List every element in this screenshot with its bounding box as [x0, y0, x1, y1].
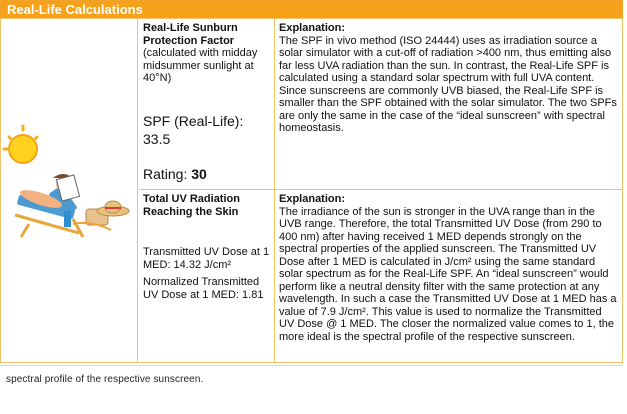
row1-label-title: Real-Life Sunburn Protection Factor — [143, 22, 238, 47]
real-life-spf-cell — [139, 19, 275, 190]
calculations-table — [0, 18, 623, 363]
total-uv-cell — [139, 190, 275, 362]
transmitted-uv-dose: Transmitted UV Dose at 1 MED: 14.32 J/cm² — [143, 246, 270, 271]
normalized-transmitted-uv-dose: Normalized Transmitted UV Dose at 1 MED: 1.81 — [143, 276, 264, 301]
row1-explanation-text: The SPF in vivo method (ISO 24444) uses as irradiation source a solar simulator with a cut-off of radiation >400 nm, thus emitting also far less UVA radiation than the sun. In contrast, the Real-Life SPF is calculated using a standard solar spectrum with full UVA content. Since sunscreens are commonly UVB biased, the Real-Life SPF is smaller than the SPF obtained with the solar simulator. The two SPFs are only the same in the case of the “ideal sunscreen” with spectral homeostasis. — [279, 34, 617, 134]
row2-explanation-text: The irradiance of the sun is stronger in the UVA range than in the UVB range. Therefore, the total Transmitted UV Dose (from 290 to 400 nm) after having received 1 MED depends strongly on the spectral properties of the applied sunscreen. The Transmitted UV Dose after 1 MED is calculated in J/cm² using the same standard solar spectrum as for the Real-Life SPF. An “ideal sunscreen” would perform like a neutral density filter with the same protection at any wavelength. In such a case the Transmitted UV Dose at 1 MED has a value of 7.9 J/cm². This value is used to normalize the Transmitted UV Dose @ 1 MED. The closer the normalized value comes to 1, the more ideal is the spectral profile of the respective sunscreen. — [279, 205, 617, 343]
rating-label: Rating: — [143, 166, 188, 182]
sunbather-illustration-icon — [1, 19, 138, 362]
footer-text: spectral profile of the respective sunscreen. — [6, 374, 204, 385]
row1-explanation-cell — [275, 19, 622, 190]
rating-value: 30 — [191, 166, 207, 182]
row2-explanation-cell — [275, 190, 622, 362]
row2-label-title: Total UV Radiation Reaching the Skin — [143, 193, 240, 218]
spf-value: SPF (Real-Life): 33.5 — [143, 113, 244, 147]
rating — [143, 168, 207, 181]
row1-label-desc: (calculated with midday midsummer sunlight at 40°N) — [143, 47, 258, 84]
section-title: Real-Life Calculations — [0, 0, 623, 18]
row2-explanation-title: Explanation: — [279, 193, 346, 205]
divider — [0, 365, 623, 366]
row1-explanation-title: Explanation: — [279, 22, 346, 34]
